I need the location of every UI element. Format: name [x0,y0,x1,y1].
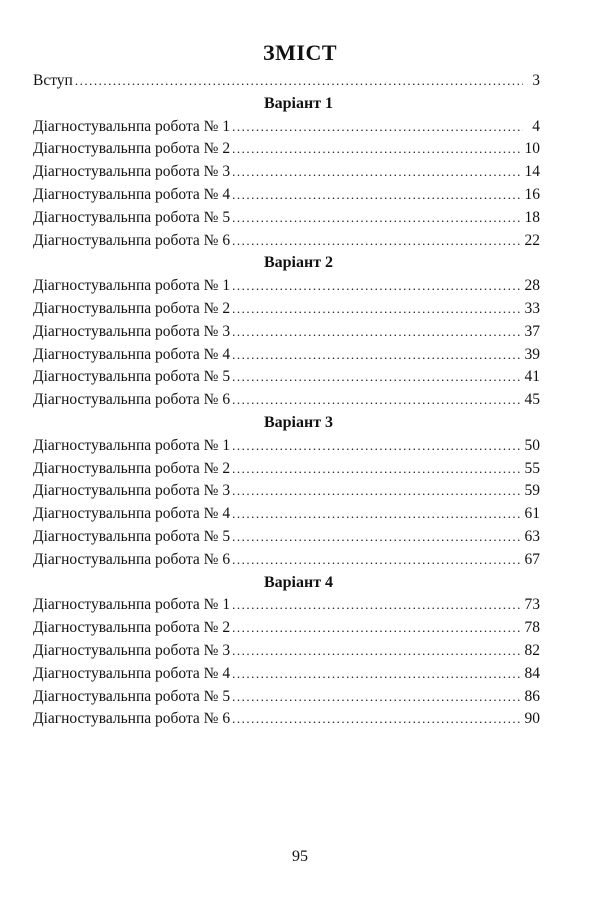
dot-leader [232,549,521,572]
section-heading: Варіант 4 [263,573,334,591]
toc-entry-label: Діагностувальнпа робота № 2 [33,140,231,158]
toc-entry[interactable] [33,549,540,572]
toc-entry-page: 22 [524,231,540,249]
toc-entry[interactable] [33,138,540,161]
toc-entry[interactable] [33,594,540,617]
dot-leader [232,435,521,458]
toc-entry[interactable] [33,686,540,709]
section-heading: Варіант 2 [263,254,334,272]
toc-entry-page: 63 [524,527,540,545]
toc-entry[interactable] [33,207,540,230]
toc-entry-page: 45 [524,391,540,409]
toc-entry-page: 28 [524,277,540,295]
toc-entry[interactable] [33,503,540,526]
dot-leader [232,663,521,686]
toc-entry-page: 37 [524,322,540,340]
dot-leader [232,321,521,344]
toc-entry-label: Діагностувальнпа робота № 6 [33,710,231,728]
toc-entry-page: 67 [524,550,540,568]
dot-leader [232,366,521,389]
dot-leader [232,686,521,709]
toc-entry-label: Діагностувальнпа робота № 1 [33,436,231,454]
toc-entry-page: 4 [532,117,540,135]
toc-entry-label: Діагностувальнпа робота № 3 [33,322,231,340]
toc-entry-intro[interactable] [33,70,540,93]
dot-leader [232,230,521,253]
section-heading: Варіант 3 [263,413,334,431]
toc-entry[interactable] [33,389,540,412]
dot-leader [232,161,521,184]
dot-leader [232,708,521,731]
dot-leader [232,640,521,663]
section-heading: Варіант 1 [263,94,334,112]
toc-entry-label: Діагностувальнпа робота № 6 [33,231,231,249]
toc-entry[interactable] [33,708,540,731]
toc-entry-page: 33 [524,299,540,317]
toc-entry-page: 61 [524,505,540,523]
toc-entry-label: Діагностувальнпа робота № 5 [33,208,231,226]
toc-entry-page: 73 [524,596,540,614]
toc-entry-label: Діагностувальнпа робота № 5 [33,687,231,705]
toc-entry-label: Діагностувальнпа робота № 3 [33,482,231,500]
toc-entry-label: Діагностувальнпа робота № 1 [33,596,231,614]
page-number: 95 [292,848,308,865]
toc-entry-page: 39 [524,345,540,363]
dot-leader [75,70,523,93]
toc-entry-page: 84 [524,664,540,682]
toc-entry[interactable] [33,275,540,298]
toc-entry-label: Діагностувальнпа робота № 4 [33,185,231,203]
toc-entry-page: 16 [524,185,540,203]
dot-leader [232,503,521,526]
toc-entry-label: Вступ [33,72,73,89]
toc-entry[interactable] [33,321,540,344]
toc-entry-label: Діагностувальнпа робота № 4 [33,505,231,523]
toc-entry-label: Діагностувальнпа робота № 4 [33,664,231,682]
dot-leader [232,344,521,367]
toc-entry[interactable] [33,480,540,503]
dot-leader [232,116,523,139]
toc-entry-page: 55 [524,459,540,477]
toc-entry[interactable] [33,230,540,253]
toc-entry[interactable] [33,366,540,389]
dot-leader [232,526,521,549]
dot-leader [232,458,521,481]
dot-leader [232,594,521,617]
toc-entry-label: Діагностувальнпа робота № 3 [33,163,231,181]
toc-entry-page: 3 [532,72,540,89]
toc-entry[interactable] [33,116,540,139]
page-title: ЗМІСТ [263,40,337,65]
toc-entry-label: Діагностувальнпа робота № 6 [33,550,231,568]
toc-entry-label: Діагностувальнпа робота № 2 [33,619,231,637]
toc-entry-label: Діагностувальнпа робота № 5 [33,368,231,386]
toc-entry-label: Діагностувальнпа робота № 4 [33,345,231,363]
dot-leader [232,389,521,412]
toc-entry-page: 59 [524,482,540,500]
toc-entry[interactable] [33,663,540,686]
toc-entry[interactable] [33,298,540,321]
toc-entry-page: 18 [524,208,540,226]
toc-entry-label: Діагностувальнпа робота № 1 [33,117,231,135]
toc-entry[interactable] [33,526,540,549]
dot-leader [232,207,521,230]
toc-entry-label: Діагностувальнпа робота № 6 [33,391,231,409]
table-of-contents [33,70,540,731]
dot-leader [232,184,521,207]
toc-entry-page: 90 [524,710,540,728]
toc-entry[interactable] [33,161,540,184]
toc-entry[interactable] [33,640,540,663]
toc-entry[interactable] [33,458,540,481]
dot-leader [232,480,521,503]
toc-entry-label: Діагностувальнпа робота № 1 [33,277,231,295]
dot-leader [232,617,521,640]
toc-entry[interactable] [33,435,540,458]
toc-entry-page: 82 [524,641,540,659]
toc-entry-page: 86 [524,687,540,705]
dot-leader [232,138,521,161]
toc-entry-page: 50 [524,436,540,454]
dot-leader [232,275,521,298]
toc-entry-page: 78 [524,619,540,637]
toc-entry-label: Діагностувальнпа робота № 2 [33,459,231,477]
toc-entry[interactable] [33,617,540,640]
toc-entry-label: Діагностувальнпа робота № 2 [33,299,231,317]
toc-entry-page: 10 [524,140,540,158]
toc-entry-label: Діагностувальнпа робота № 3 [33,641,231,659]
toc-entry[interactable] [33,344,540,367]
toc-entry[interactable] [33,184,540,207]
dot-leader [232,298,521,321]
toc-entry-label: Діагностувальнпа робота № 5 [33,527,231,545]
toc-entry-page: 14 [524,163,540,181]
toc-entry-page: 41 [524,368,540,386]
